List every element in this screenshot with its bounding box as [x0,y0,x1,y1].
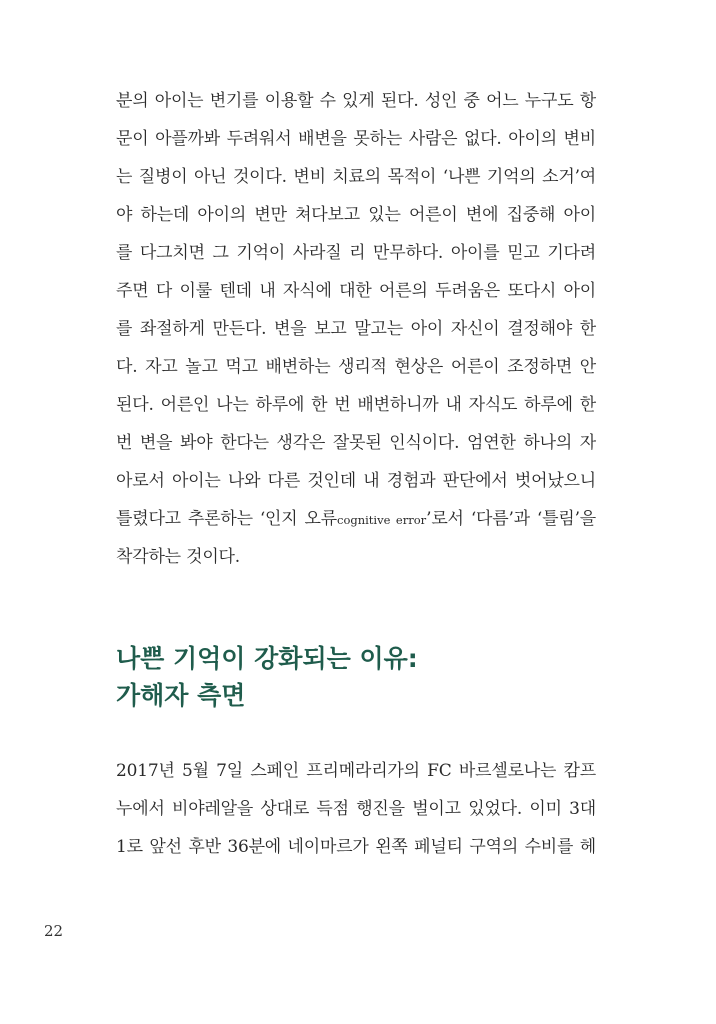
text-line-cognitive-error [116,500,596,538]
text-line: 분의 아이는 변기를 이용할 수 있게 된다. 성인 중 어느 누구도 항 [116,91,596,111]
body-paragraph-2 [116,752,596,866]
text-line: 문이 아플까봐 두려워서 배변을 못하는 사람은 없다. 아이의 변비 [116,129,596,149]
text-line: 2017년 5월 7일 스페인 프리메라리가의 FC 바르셀로나는 캄프 [116,761,596,781]
text-line: 아로서 아이는 나와 다른 것인데 내 경험과 판단에서 벗어났으니 [116,471,596,491]
text-line: 를 좌절하게 만든다. 변을 보고 말고는 아이 자신이 결정해야 한 [116,319,596,339]
text-line: 를 다그치면 그 기억이 사라질 리 만무하다. 아이를 믿고 기다려 [116,243,596,263]
text-line: 누에서 비야레알을 상대로 득점 행진을 벌이고 있었다. 이미 3대 [116,799,596,819]
text-line: 1로 앞선 후반 36분에 네이마르가 왼쪽 페널티 구역의 수비를 헤 [116,837,596,857]
text-line: 주면 다 이룰 텐데 내 자식에 대한 어른의 두려움은 또다시 아이 [116,281,596,301]
body-paragraph-1 [116,82,596,576]
text-segment: ’로서 ‘다름’과 ‘틀림’을 [426,509,596,529]
text-segment: 틀렸다고 추론하는 ‘인지 오류 [116,509,337,529]
text-line: 야 하는데 아이의 변만 쳐다보고 있는 어른이 변에 집중해 아이 [116,205,596,225]
page-number: 22 [44,922,64,940]
section-heading-line-1: 나쁜 기억이 강화되는 이유: [116,644,418,673]
text-line: 는 질병이 아닌 것이다. 변비 치료의 목적이 ‘나쁜 기억의 소거’여 [116,167,596,187]
section-heading [116,640,596,714]
text-line: 다. 자고 놀고 먹고 배변하는 생리적 현상은 어른이 조정하면 안 [116,357,596,377]
latin-annotation: cognitive error [337,513,427,527]
text-line: 된다. 어른인 나는 하루에 한 번 배변하니까 내 자식도 하루에 한 [116,395,596,415]
section-heading-line-2: 가해자 측면 [116,681,246,710]
text-line: 착각하는 것이다. [116,547,240,567]
text-line: 번 변을 봐야 한다는 생각은 잘못된 인식이다. 엄연한 하나의 자 [116,433,596,453]
